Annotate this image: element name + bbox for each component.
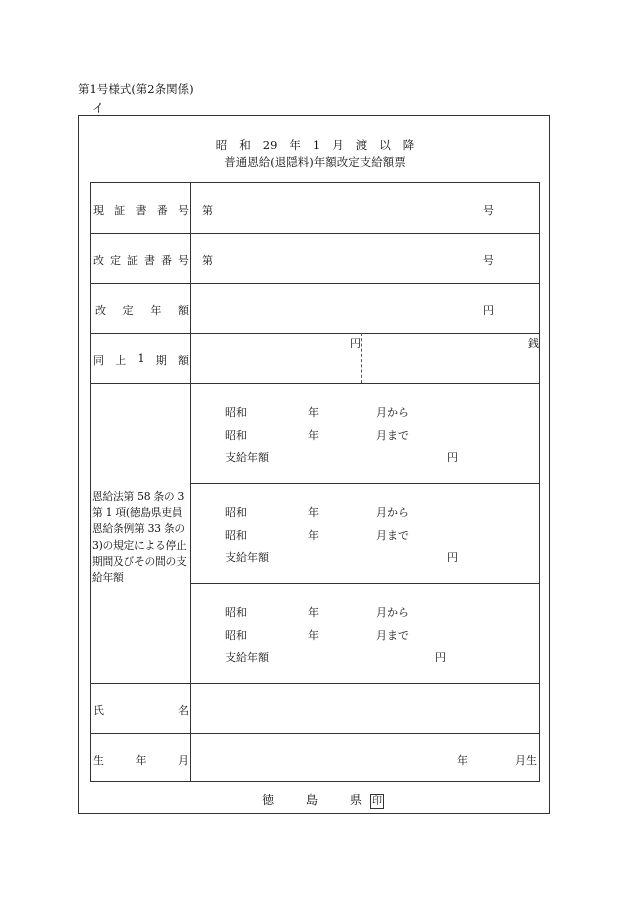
title-char: 1 (312, 138, 321, 152)
block3-month-to: 月まで (376, 629, 409, 642)
column-divider (190, 183, 191, 781)
form-sub-label: イ (92, 101, 105, 115)
row-divider (91, 383, 539, 384)
birth-year: 年 (457, 754, 468, 767)
block2-era-to: 昭和 (225, 529, 247, 542)
form-number-label: 第1号様式(第2条関係) (78, 82, 194, 96)
issuer-char: 県 (350, 793, 363, 807)
row-divider (91, 683, 539, 684)
per-period-sen-unit: 銭 (528, 337, 539, 350)
block3-unit: 円 (435, 651, 446, 664)
block1-era-to: 昭和 (225, 429, 247, 442)
block2-year-from: 年 (308, 506, 319, 519)
title-char: 渡 (355, 138, 368, 152)
revised-amount-unit: 円 (483, 304, 494, 317)
revised-cert-label: 改 定 証 書 番 号 (93, 254, 189, 267)
title-char: 降 (402, 138, 415, 152)
title-char: 以 (379, 138, 391, 152)
row-divider (91, 733, 539, 734)
current-cert-label: 現 証 書 番 号 (93, 204, 189, 217)
block1-month-to: 月まで (376, 429, 409, 442)
name-label: 氏 名 (93, 704, 189, 717)
title-char: 年 (289, 138, 301, 152)
form-table (90, 182, 540, 782)
block3-amount-label: 支給年額 (225, 651, 269, 664)
per-period-label: 同 上 1 期 額 (93, 352, 189, 367)
current-cert-suffix: 号 (483, 204, 494, 217)
block-divider (190, 483, 539, 484)
block1-amount-label: 支給年額 (225, 451, 269, 464)
row-divider (91, 333, 539, 334)
title-char: 月 (332, 138, 344, 152)
yen-sen-dashed-divider (361, 333, 362, 383)
row-divider (91, 283, 539, 284)
block2-month-from: 月から (376, 506, 409, 519)
suspension-label: 恩給法第 58 条の 3 第 1 項(徳島県吏員恩給条例第 33 条の 3)の規定による停止期間及びその間の支給年額 (92, 490, 187, 585)
block3-year-to: 年 (308, 629, 319, 642)
birth-month: 月生 (515, 754, 537, 767)
per-period-yen-unit: 円 (350, 337, 361, 350)
birth-label: 生 年 月 (93, 754, 189, 767)
title-char: 和 (239, 138, 251, 152)
revised-cert-prefix: 第 (202, 254, 213, 267)
block1-month-from: 月から (376, 406, 409, 419)
block2-month-to: 月まで (376, 529, 409, 542)
seal-stamp: 印 (372, 796, 383, 807)
block2-era-from: 昭和 (225, 506, 247, 519)
block1-unit: 円 (447, 451, 458, 464)
issuer-char: 島 (306, 793, 319, 807)
title-line-1 (0, 137, 630, 153)
block3-era-from: 昭和 (225, 606, 247, 619)
current-cert-prefix: 第 (202, 204, 213, 217)
title-line-2: 普通恩給(退隠料)年額改定支給額票 (224, 155, 406, 169)
title-char: 昭 (215, 138, 228, 152)
block-divider (190, 583, 539, 584)
issuer-footer (262, 791, 416, 809)
title-char: 29 (262, 138, 278, 152)
issuer-char: 徳 (262, 793, 275, 807)
block3-year-from: 年 (308, 606, 319, 619)
block1-year-from: 年 (308, 406, 319, 419)
revised-amount-label: 改 定 年 額 (95, 304, 189, 317)
revised-cert-suffix: 号 (483, 254, 494, 267)
block3-era-to: 昭和 (225, 629, 247, 642)
block2-year-to: 年 (308, 529, 319, 542)
block3-month-from: 月から (376, 606, 409, 619)
block2-amount-label: 支給年額 (225, 551, 269, 564)
block1-era-from: 昭和 (225, 406, 247, 419)
block1-year-to: 年 (308, 429, 319, 442)
block2-unit: 円 (447, 551, 458, 564)
row-divider (91, 233, 539, 234)
